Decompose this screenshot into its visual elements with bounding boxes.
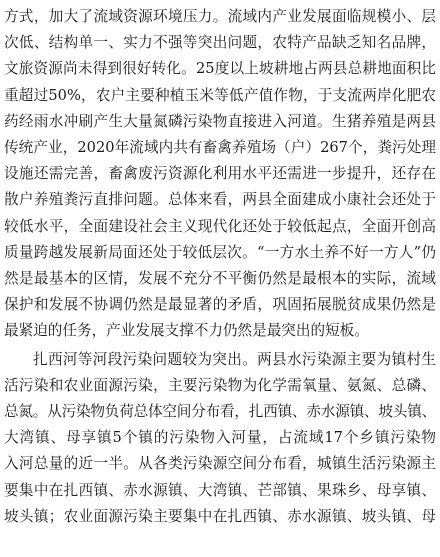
text-line: 然是最基本的区情，发展不充分不平衡仍然是最根本的实际，流域: [4, 270, 436, 288]
text-line: 较低水平，全面建设社会主义现代化还处于较低起点，全面开创高: [4, 217, 436, 235]
text-line: 要集中在扎西镇、赤水源镇、大湾镇、芒部镇、果珠乡、母享镇、: [4, 481, 436, 499]
text-line: 次低、结构单一、实力不强等突出问题，农特产品缺乏知名品牌，: [4, 34, 436, 52]
text-line: 总氮。从污染物负荷总体空间分布看，扎西镇、赤水源镇、坡头镇、: [4, 403, 436, 421]
document-page: [4, 4, 436, 530]
text-line: 传统产业，2020年流域内共有畜禽养殖场（户）267个，粪污处理: [4, 139, 436, 157]
text-line: 药经雨水冲刷产生大量氮磷污染物直接进入河道。生猪养殖是两县: [4, 112, 436, 130]
text-line: 坡头镇；农业面源污染主要集中在扎西镇、赤水源镇、坡头镇、母: [4, 507, 436, 525]
paragraph-2: [4, 347, 436, 530]
text-line: 散户养殖粪污直排问题。总体来看，两县全面建成小康社会还处于: [4, 191, 436, 209]
text-line: 质量跨越发展新局面还处于较低层次。“一方水土养不好一方人”仍: [4, 243, 436, 261]
text-line: 入河总量的近一半。从各类污染源空间分布看，城镇生活污染源主: [4, 455, 436, 473]
text-line: 最紧迫的任务，产业发展支撑不力仍然是最突出的短板。: [4, 322, 369, 340]
text-line: 重超过50%，农户主要种植玉米等低产值作物，于支流两岸化肥农: [4, 86, 436, 104]
text-line: 文旅资源尚未得到很好转化。25度以上坡耕地占两县总耕地面积比: [4, 60, 436, 78]
text-line: 大湾镇、母享镇5个镇的污染物入河量，占流域17个乡镇污染物: [4, 429, 436, 447]
text-line: 方式，加大了流域资源环境压力。流域内产业发展面临规模小、层: [4, 8, 436, 25]
paragraph-1: [4, 4, 436, 345]
text-line: 设施还需完善，畜禽废污资源化利用水平还需进一步提升，还存在: [4, 165, 436, 183]
text-line: 保护和发展不协调仍然是最显著的矛盾，巩固拓展脱贫成果仍然是: [4, 296, 436, 314]
text-line: 活污染和农业面源污染，主要污染物为化学需氧量、氨氮、总磷、: [4, 376, 436, 394]
text-line: 扎西河等河段污染问题较为突出。两县水污染源主要为镇村生: [33, 350, 436, 368]
